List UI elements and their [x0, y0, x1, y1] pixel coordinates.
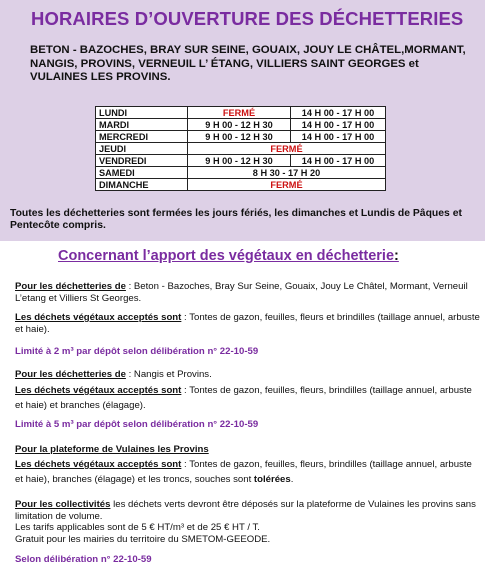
cities-list: BETON - BAZOCHES, BRAY SUR SEINE, GOUAIX, JOUY LE CHÂTEL,MORMANT, NANGIS, PROVINS, VERNEUIL L’ ÉTANG, VILLIERS SAINT GEORGES et VULAINES LES PROVINS.	[30, 44, 466, 83]
afternoon-cell: 14 H 00 - 17 H 00	[291, 131, 386, 143]
block2-label: Pour les déchetteries de	[15, 369, 126, 380]
block3-accepted-bold: tolérées	[253, 473, 291, 485]
block1-sites	[15, 281, 480, 306]
block1-accepted-label: Les déchets végétaux acceptés sont	[15, 312, 182, 323]
table-row	[96, 131, 386, 143]
table-row	[96, 107, 386, 119]
day-cell: MARDI	[96, 119, 188, 131]
block2-sites	[15, 369, 480, 381]
block2-limit: Limité à 5 m³ par dépôt selon délibération n° 22-10-59	[15, 419, 259, 430]
block4-tarifs: Les tarifs applicables sont de 5 € HT/m³ et de 25 € HT / T.	[15, 522, 260, 533]
afternoon-cell: 14 H 00 - 17 H 00	[291, 107, 386, 119]
opening-hours-table	[95, 106, 386, 191]
table-row	[96, 143, 386, 155]
morning-cell: 9 H 00 - 12 H 30	[188, 155, 291, 167]
block2-accepted-label: Les déchets végétaux acceptés sont	[15, 385, 182, 396]
block4-limit: Selon délibération n° 22-10-59	[15, 554, 152, 565]
block4-text: les déchets verts devront être déposés sur la plateforme de Vulaines les provins sans limitation de volume.	[15, 499, 476, 522]
block2-accepted-text: : Tontes de gazon, feuilles, fleurs, brindilles (taillage annuel, arbuste et haie) et branches (élagage).	[15, 385, 472, 411]
block3-accepted-end: .	[290, 473, 294, 485]
day-cell: LUNDI	[96, 107, 188, 119]
vegetaux-heading	[58, 248, 399, 264]
block4-label: Pour les collectivités	[15, 499, 111, 510]
vegetaux-heading-colon: :	[394, 248, 399, 264]
block1-limit: Limité à 2 m³ par dépôt selon délibération n° 22-10-59	[15, 346, 259, 357]
closed-days-note: Toutes les déchetteries sont fermées les jours fériés, les dimanches et Lundis de Pâques et Pentecôte compris.	[10, 208, 462, 231]
morning-cell: FERMÉ	[188, 107, 291, 119]
block4-gratuit: Gratuit pour les mairies du territoire du SMETOM-GEEODE.	[15, 534, 271, 545]
block3-site	[15, 444, 480, 456]
block1-accepted	[15, 312, 480, 337]
block2-accepted	[15, 384, 480, 413]
day-cell: SAMEDI	[96, 167, 188, 179]
block3-accepted-text: : Tontes de gazon, feuilles, fleurs, brindilles (taillage annuel, arbuste et haie), branches (élagage) et les troncs, souches sont	[15, 459, 472, 485]
afternoon-cell: 14 H 00 - 17 H 00	[291, 119, 386, 131]
vegetaux-heading-text: Concernant l’apport des végétaux en déchetterie	[58, 248, 395, 264]
block3-accepted	[15, 458, 480, 487]
block1-label: Pour les déchetteries de	[15, 281, 126, 292]
morning-cell: 9 H 00 - 12 H 30	[188, 131, 291, 143]
table-row	[96, 167, 386, 179]
header-panel	[0, 0, 485, 241]
full-day-cell: FERMÉ	[188, 143, 386, 155]
day-cell: MERCREDI	[96, 131, 188, 143]
day-cell: DIMANCHE	[96, 179, 188, 191]
block1-text: : Beton - Bazoches, Bray Sur Seine, Gouaix, Jouy Le Châtel, Mormant, Verneuil L’etang et Villiers St Georges.	[15, 281, 468, 305]
block2-text: : Nangis et Provins.	[125, 369, 212, 380]
day-cell: VENDREDI	[96, 155, 188, 167]
afternoon-cell: 14 H 00 - 17 H 00	[291, 155, 386, 167]
table-row	[96, 179, 386, 191]
full-day-cell: 8 H 30 - 17 H 20	[188, 167, 386, 179]
block3-accepted-label: Les déchets végétaux acceptés sont	[15, 459, 182, 470]
block4-collectivites	[15, 499, 480, 522]
full-day-cell: FERMÉ	[188, 179, 386, 191]
block1-accepted-text: : Tontes de gazon, feuilles, fleurs et brindilles (taillage annuel, arbuste et haie).	[15, 312, 480, 336]
table-row	[96, 119, 386, 131]
table-row	[96, 155, 386, 167]
block3-label: Pour la plateforme de Vulaines les Provins	[15, 444, 209, 455]
morning-cell: 9 H 00 - 12 H 30	[188, 119, 291, 131]
day-cell: JEUDI	[96, 143, 188, 155]
page-title: HORAIRES D’OUVERTURE DES DÉCHETTERIES	[31, 8, 464, 29]
